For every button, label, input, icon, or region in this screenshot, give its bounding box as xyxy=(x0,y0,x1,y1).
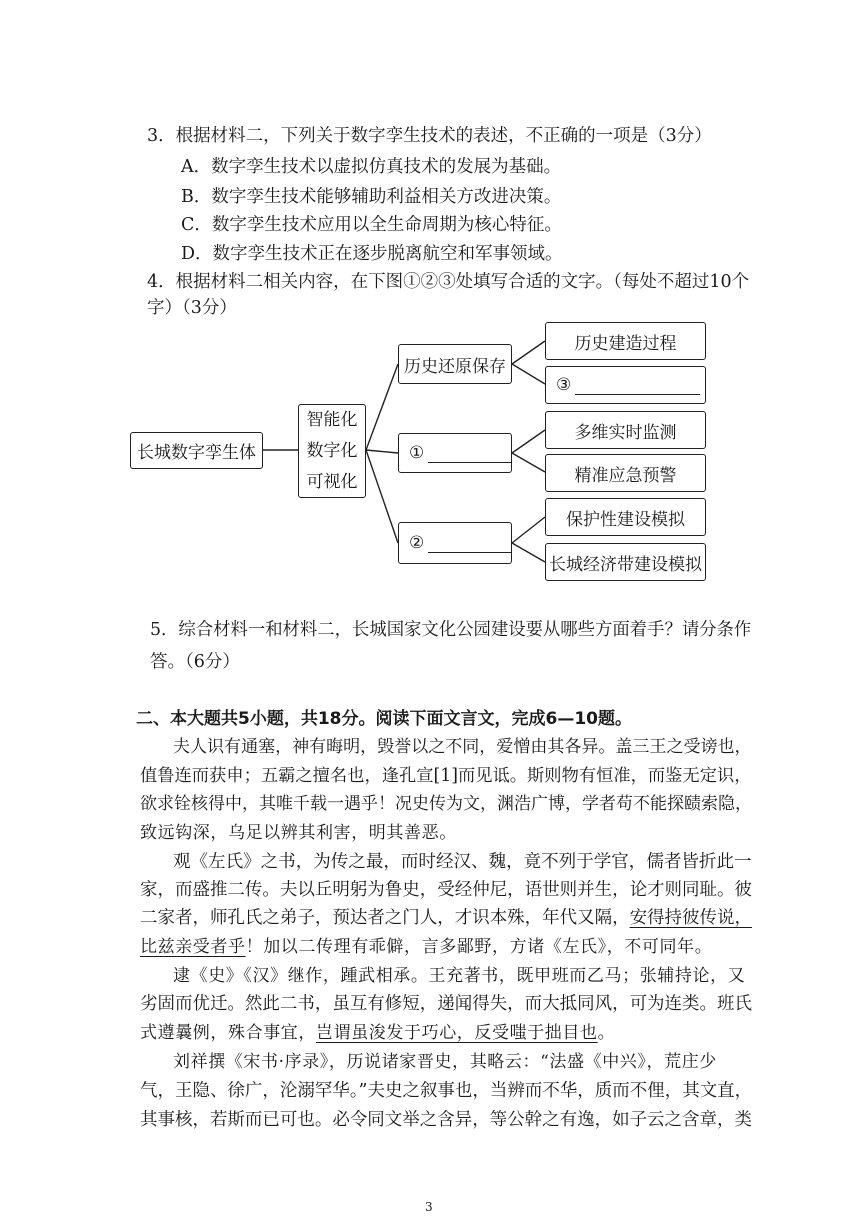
diagram-root-label: 长城数字孪生体 xyxy=(137,443,256,463)
q4-stem-line2: 字）（3分） xyxy=(147,298,237,318)
q4-stem-line1: 4．根据材料二相关内容，在下图①②③处填写合适的文字。（每处不超过10个 xyxy=(147,272,750,292)
passage-p2-line4 xyxy=(140,935,712,959)
passage-p2-line3-text: 二家者，师孔氏之弟子，预达者之门人，才识本殊，年代又隔， xyxy=(140,908,630,928)
passage-p4-line1: 刘祥撰《宋书·序录》，历说诸家晋史，其略云：“法盛《中兴》，荒庄少 xyxy=(173,1052,717,1072)
diagram-leaf-history-construction-label: 历史建造过程 xyxy=(574,333,677,354)
diagram-leaf-warning-label: 精准应急预警 xyxy=(574,465,677,486)
diagram-branch-history xyxy=(398,344,512,384)
passage-p2-line4-text: ！加以二传理有乖僻，言多鄙野，方诸《左氏》，不可同年。 xyxy=(245,937,713,957)
underlined-sentence-1a: 安得持彼传说， xyxy=(629,908,752,928)
passage-p3-line2: 劣固而优迁。然此二书，虽互有修短，递闻得失，而大抵同风，可为连类。班氏 xyxy=(140,994,752,1014)
diagram-leaf-protective-sim-label: 保护性建设模拟 xyxy=(566,509,685,530)
q3-option-c: C．数字孪生技术应用以全生命周期为核心特征。 xyxy=(181,215,562,235)
diagram-leaf-protective-sim xyxy=(545,498,706,536)
q3-stem: 3．根据材料二，下列关于数字孪生技术的表述，不正确的一项是（3分） xyxy=(147,126,712,146)
passage-p3-line3-end: 。 xyxy=(597,1023,616,1043)
page-number: 3 xyxy=(425,1200,433,1214)
underlined-sentence-1b: 比兹亲受者乎 xyxy=(140,937,246,957)
passage-p4-line3: 其事核，若斯而已可也。必令同文举之含异，等公幹之有逸，如子云之含章，类 xyxy=(140,1110,752,1130)
passage-p1-line3: 欲求铨核得中，其唯千载一遇乎！况史传为文，渊浩广博，学者苟不能探赜索隐， xyxy=(140,794,752,814)
diagram-middle-label-2: 数字化 xyxy=(306,440,358,461)
diagram-middle-box xyxy=(298,404,366,498)
diagram-leaf-warning xyxy=(545,454,706,492)
passage-p2-line3 xyxy=(140,906,752,930)
passage-p1-line1: 夫人识有通塞，神有晦明，毁誉以之不同，爱憎由其各异。盖三王之受谤也， xyxy=(173,737,752,757)
passage-p1-line4: 致远钩深，乌足以辨其利害，明其善恶。 xyxy=(140,823,457,843)
blank-line-2[interactable] xyxy=(428,534,511,553)
diagram-leaf-blank-3[interactable] xyxy=(545,366,706,404)
q5-line2: 答。（6分） xyxy=(150,652,240,672)
section2-heading: 二、本大题共5小题，共18分。阅读下面文言文，完成6—10题。 xyxy=(136,709,632,729)
underlined-sentence-2: 岂谓虽浚发于巧心，反受嗤于拙目也 xyxy=(316,1023,598,1043)
passage-p4-line2: 气，王隐、徐广，沦溺罕华。”夫史之叙事也，当辨而不华，质而不俚，其文直， xyxy=(140,1081,753,1101)
diagram-branch-history-label: 历史还原保存 xyxy=(404,356,506,377)
blank-line-3[interactable] xyxy=(575,376,700,395)
passage-p3-line1: 逮《史》《汉》继作，踵武相承。王充著书，既甲班而乙马；张辅持论，又 xyxy=(173,966,746,986)
diagram-leaf-economic-belt-sim-label: 长城经济带建设模拟 xyxy=(549,554,702,575)
diagram-leaf-history-construction xyxy=(545,322,706,360)
blank-marker-2: ② xyxy=(409,533,425,553)
blank-marker-1: ① xyxy=(409,443,425,463)
diagram-branch-blank-2[interactable] xyxy=(398,522,512,564)
diagram-middle-label-3: 可视化 xyxy=(306,471,358,492)
diagram-leaf-monitoring-label: 多维实时监测 xyxy=(574,422,677,443)
q3-option-d: D．数字孪生技术正在逐步脱离航空和军事领域。 xyxy=(181,244,563,264)
blank-marker-3: ③ xyxy=(556,375,572,395)
diagram-leaf-economic-belt-sim xyxy=(545,543,706,581)
q3-option-a: A．数字孪生技术以虚拟仿真技术的发展为基础。 xyxy=(181,157,562,177)
q3-option-b: B．数字孪生技术能够辅助利益相关方改进决策。 xyxy=(181,187,562,207)
diagram-root-box xyxy=(130,432,263,469)
diagram-leaf-monitoring xyxy=(545,411,706,449)
passage-p2-line1: 观《左氏》之书，为传之最，而时经汉、魏，竟不列于学官，儒者皆折此一 xyxy=(173,852,752,872)
blank-line-1[interactable] xyxy=(428,444,511,463)
diagram-middle-label-1: 智能化 xyxy=(306,409,358,430)
passage-p3-line3 xyxy=(140,1021,615,1045)
passage-p2-line2: 家，而盛推二传。夫以丘明躬为鲁史，受经仲尼，语世则并生，论才则同耻。彼 xyxy=(140,880,752,900)
q5-line1: 5．综合材料一和材料二，长城国家文化公园建设要从哪些方面着手？请分条作 xyxy=(150,620,752,640)
passage-p1-line2: 值鲁连而获申；五霸之擅名也，逢孔宣[1]而见诋。斯则物有恒准，而鉴无定识， xyxy=(140,766,752,786)
diagram-branch-blank-1[interactable] xyxy=(398,433,512,473)
passage-p3-line3-text: 式遵曩例，殊合事宜， xyxy=(140,1023,316,1043)
